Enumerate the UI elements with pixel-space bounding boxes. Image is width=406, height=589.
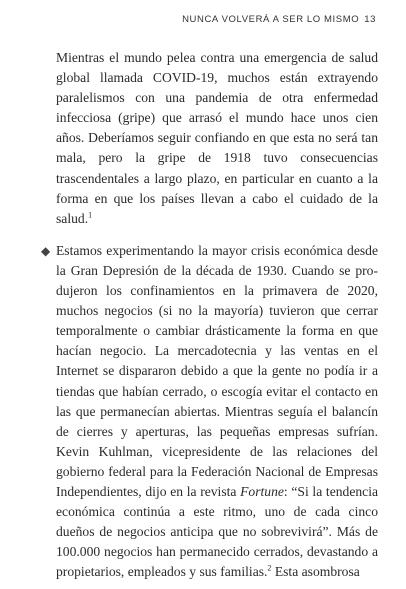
running-title: NUNCA VOLVERÁ A SER LO MISMO [182, 14, 360, 25]
running-head [182, 14, 376, 25]
bullet-diamond-icon: ◆ [41, 243, 51, 258]
paragraph-covid [56, 48, 378, 229]
footnote-ref-1: 1 [88, 210, 93, 220]
paragraph-economic-text-b: : “Si la tendencia económica continúa a este ritmo, uno de cada cinco dueños de negocios anticipa que no sobrevivirá”. Más de 100.000 negocios han permanecido cerrados, devastando a propietarios, empleados y sus familias. [56, 483, 379, 580]
paragraph-economic-text-c: Esta asombrosa [271, 564, 360, 580]
paragraph-covid-text: Mientras el mundo pelea contra una emergencia de salud global llamada COVID-19, muchos están extrayendo paralelismos con una pandemia de otra enfermedad infecciosa (gripe) que arrasó el mundo hace unos cien años. Deberíamos seguir confiando en que esta no será tan mala, pero la gripe de 1918 tuvo consecuencias trascendentales a largo plazo, en particular en cuanto a la forma en que los países llevan a cabo el cuidado de la salud. [56, 50, 378, 226]
magazine-title: Fortune [240, 483, 284, 499]
footnote-ref-2: 2 [267, 563, 272, 573]
body-text [41, 48, 379, 582]
paragraph-economic-crisis [41, 241, 379, 583]
page-number: 13 [364, 14, 376, 25]
paragraph-economic-text-a: Estamos experimentando la mayor crisis económica desde la Gran Depresión de la década de 1930. Cuando se produjeron los confinamientos en la primavera de 2020, muchos negocios (si no la mayoría) tuvieron que cerrar temporalmente o cambiar drásticamente la forma en que hacían negocio. La mercadotecnia y las ventas en el Internet se dispararon debido a que la gente no podía ir a tiendas que habían cerrado, o escogía evitar el contacto en las que permanecían abiertas. Mientras seguía el balancín de cierres y aperturas, las pequeñas empresas sufrían. Kevin Kuhlman, vicepresidente de las relaciones del gobierno federal para la Federación Nacional de Empresas Independientes, dijo en la revista [56, 242, 378, 499]
